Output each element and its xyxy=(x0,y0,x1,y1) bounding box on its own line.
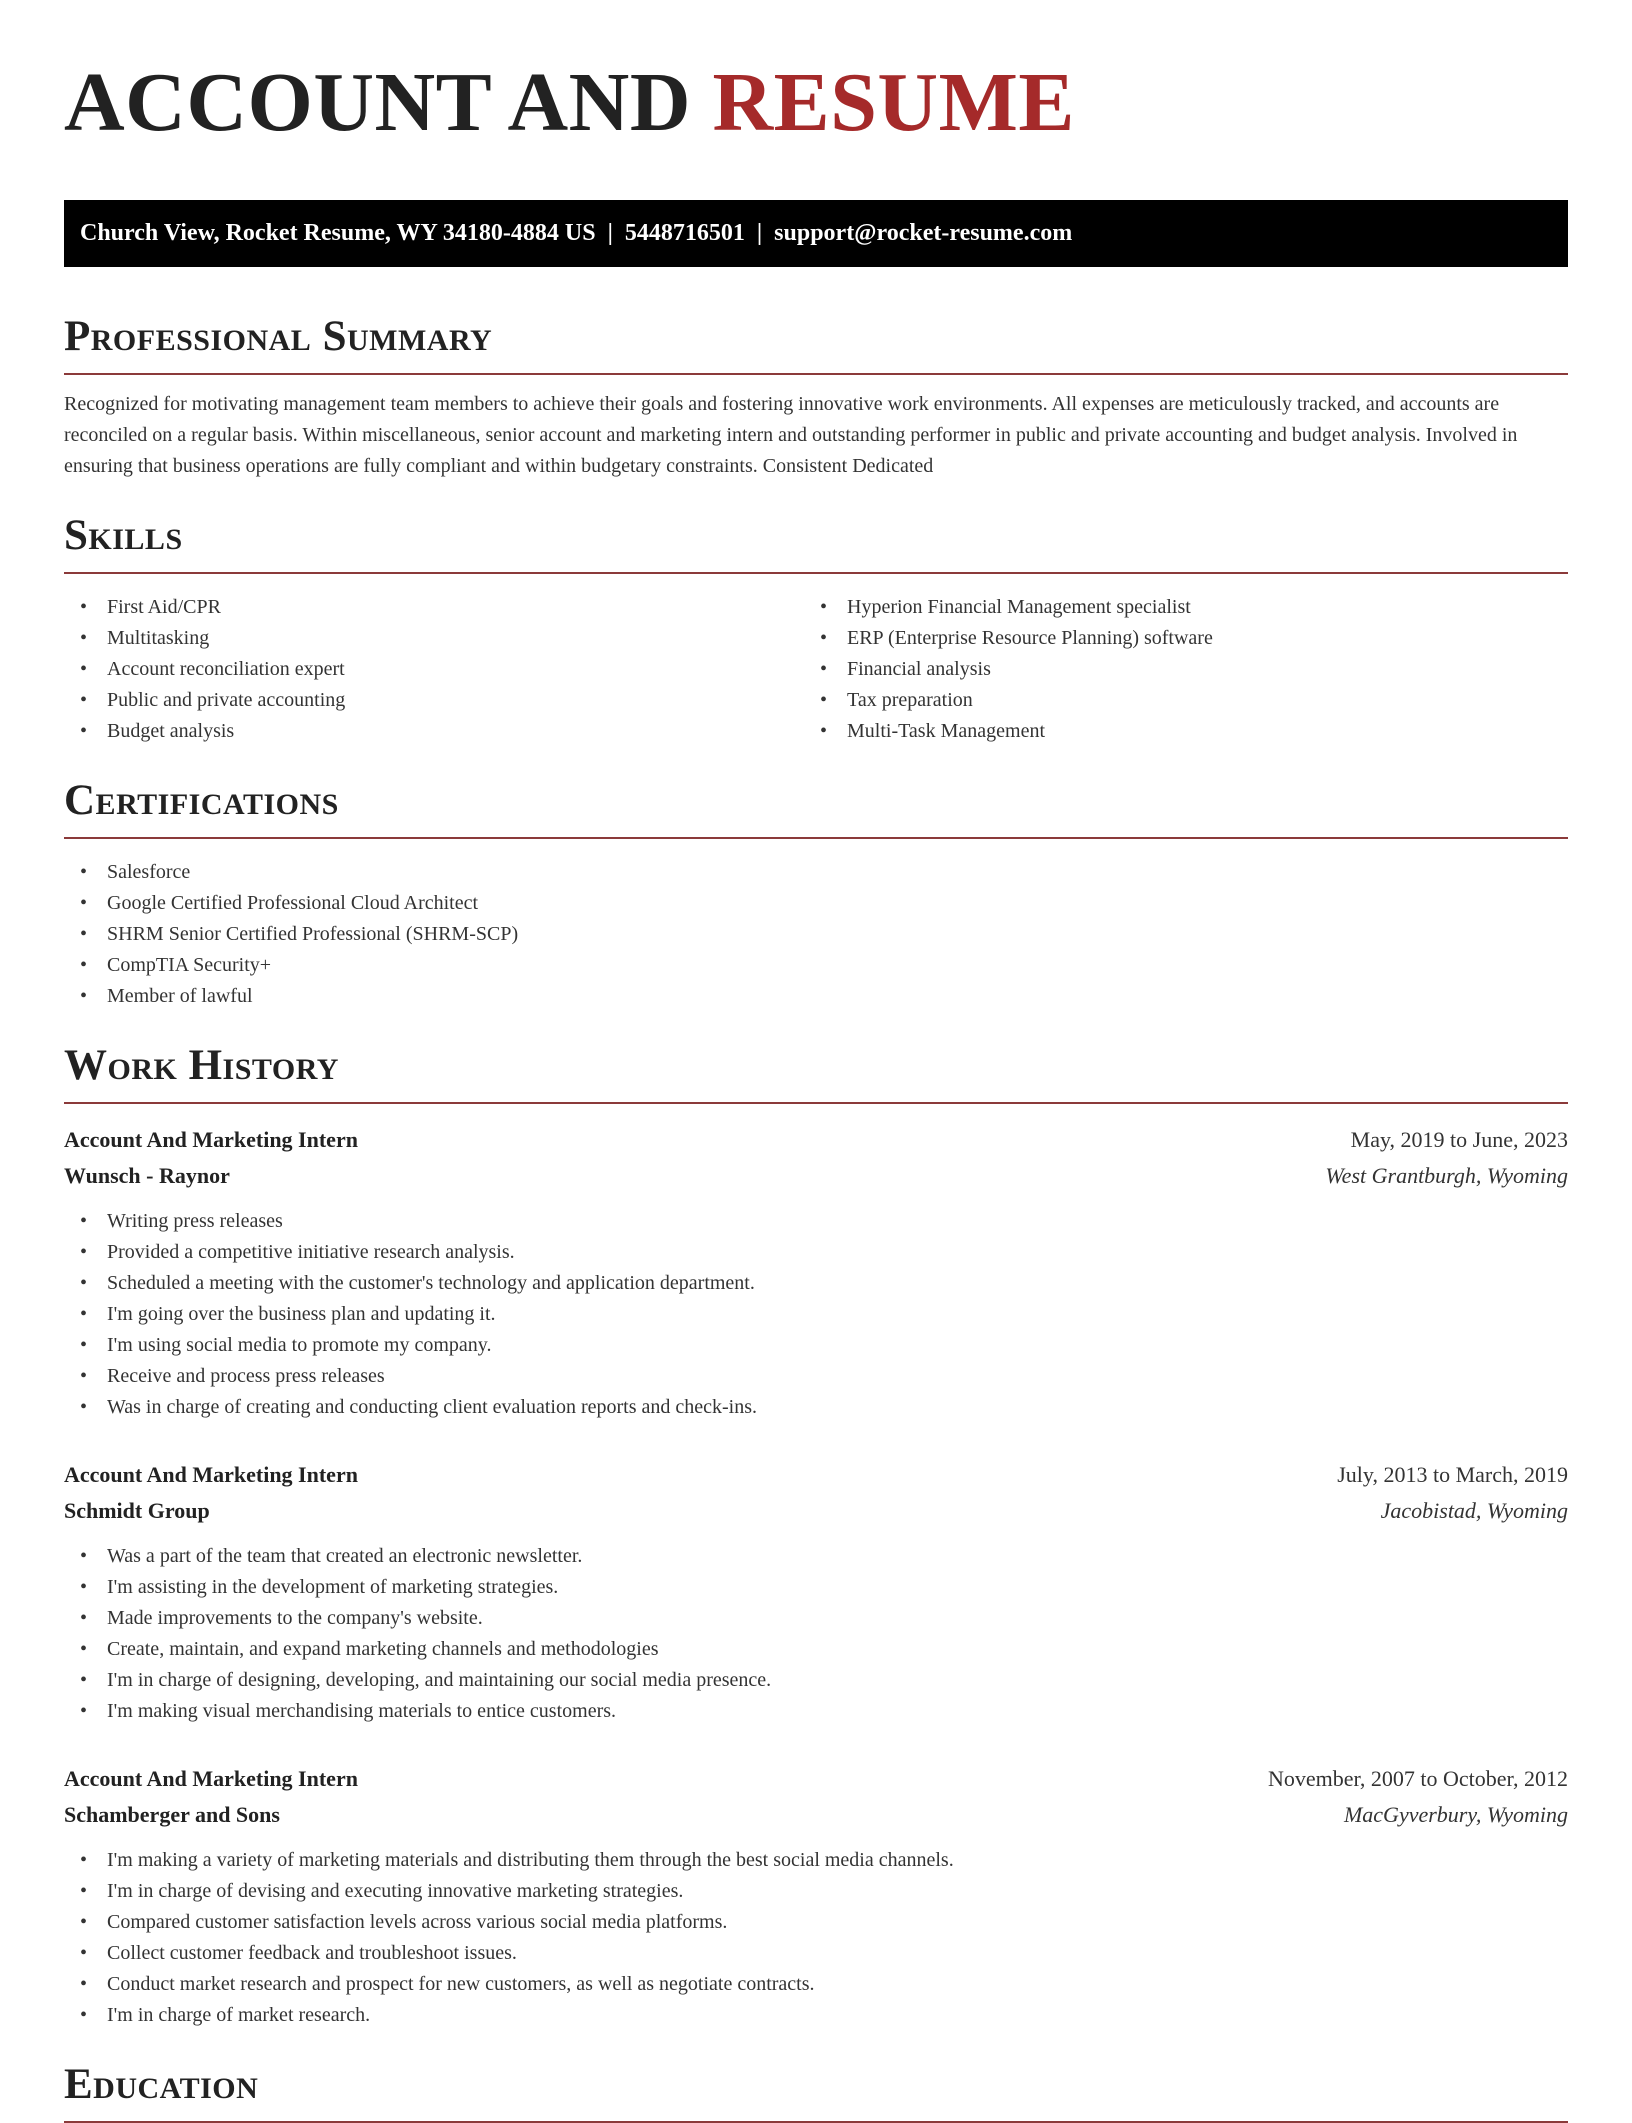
list-item: • I'm using social media to promote my company. xyxy=(64,1330,1568,1361)
list-item: • I'm making visual merchandising materials to entice customers. xyxy=(64,1696,1568,1727)
contact-email: support@rocket-resume.com xyxy=(774,220,1073,246)
list-item: • Receive and process press releases xyxy=(64,1361,1568,1392)
job-duties-list xyxy=(64,1541,1568,1727)
list-item: • Create, maintain, and expand marketing channels and methodologies xyxy=(64,1634,1568,1665)
section-title-skills: Skills xyxy=(64,512,183,559)
job-dates: July, 2013 to March, 2019 xyxy=(1337,1462,1568,1487)
contact-separator: | xyxy=(607,220,613,246)
job-entry xyxy=(64,1457,1568,1727)
list-item: • Provided a competitive initiative research analysis. xyxy=(64,1237,1568,1268)
summary-text: Recognized for motivating management team members to achieve their goals and fostering innovative work environments. All expenses are meticulously tracked, and accounts are reconciled on a regular basis. Within miscellaneous, senior account and marketing intern and outstanding performer in public and private accounting and budget analysis. Involved in ensuring that business operations are fully compliant and within budgetary constraints. Consistent Dedicated xyxy=(64,393,1518,477)
job-duties-list xyxy=(64,1845,1568,2031)
contact-bar xyxy=(64,200,1568,267)
job-location: West Grantburgh, Wyoming xyxy=(1325,1163,1568,1188)
list-item: • Member of lawful xyxy=(64,981,1568,1012)
job-company-row xyxy=(64,1493,1568,1529)
list-item: • Google Certified Professional Cloud Architect xyxy=(64,888,1568,919)
section-title-education: Education xyxy=(64,2061,259,2108)
skills-columns xyxy=(64,592,1568,747)
list-item: • I'm in charge of market research. xyxy=(64,2000,1568,2031)
list-item: • SHRM Senior Certified Professional (SHRM-SCP) xyxy=(64,919,1568,950)
job-company: Schmidt Group xyxy=(64,1498,210,1523)
certifications-list xyxy=(64,857,1568,1012)
job-company: Wunsch - Raynor xyxy=(64,1163,230,1188)
contact-phone: 5448716501 xyxy=(624,220,745,246)
list-item: • Multitasking xyxy=(64,623,804,654)
list-item: • I'm assisting in the development of marketing strategies. xyxy=(64,1572,1568,1603)
job-entry xyxy=(64,1761,1568,2031)
name-last: RESUME xyxy=(712,56,1075,149)
job-title: Account And Marketing Intern xyxy=(64,1462,358,1487)
list-item: • Account reconciliation expert xyxy=(64,654,804,685)
list-item: • ERP (Enterprise Resource Planning) software xyxy=(804,623,1544,654)
section-title-certifications: Certifications xyxy=(64,777,339,824)
list-item: • Public and private accounting xyxy=(64,685,804,716)
job-company-row xyxy=(64,1797,1568,1833)
list-item: • Compared customer satisfaction levels across various social media platforms. xyxy=(64,1907,1568,1938)
list-item: • Scheduled a meeting with the customer's technology and application department. xyxy=(64,1268,1568,1299)
job-title: Account And Marketing Intern xyxy=(64,1127,358,1152)
list-item: • CompTIA Security+ xyxy=(64,950,1568,981)
list-item: • Writing press releases xyxy=(64,1206,1568,1237)
list-item: • I'm in charge of designing, developing, and maintaining our social media presence. xyxy=(64,1665,1568,1696)
job-title: Account And Marketing Intern xyxy=(64,1766,358,1791)
list-item: • I'm making a variety of marketing materials and distributing them through the best social media channels. xyxy=(64,1845,1568,1876)
job-header-row xyxy=(64,1761,1568,1797)
list-item: • Salesforce xyxy=(64,857,1568,888)
list-item: • Made improvements to the company's website. xyxy=(64,1603,1568,1634)
job-dates: May, 2019 to June, 2023 xyxy=(1350,1127,1568,1152)
job-entry xyxy=(64,1122,1568,1423)
skills-list-left xyxy=(64,592,804,747)
section-divider xyxy=(64,373,1568,375)
job-duties-list xyxy=(64,1206,1568,1423)
job-company-row xyxy=(64,1158,1568,1194)
contact-address: Church View, Rocket Resume, WY 34180-4884 US xyxy=(80,220,596,246)
section-divider xyxy=(64,837,1568,839)
list-item: • I'm going over the business plan and updating it. xyxy=(64,1299,1568,1330)
job-location: Jacobistad, Wyoming xyxy=(1380,1498,1568,1523)
contact-separator: | xyxy=(756,220,763,246)
section-divider xyxy=(64,572,1568,574)
skills-list-right xyxy=(804,592,1544,747)
section-divider xyxy=(64,1102,1568,1104)
list-item: • Collect customer feedback and troubleshoot issues. xyxy=(64,1938,1568,1969)
list-item: • First Aid/CPR xyxy=(64,592,804,623)
job-location: MacGyverbury, Wyoming xyxy=(1343,1802,1568,1827)
list-item: • Hyperion Financial Management specialist xyxy=(804,592,1544,623)
resume-name xyxy=(64,0,1568,176)
list-item: • Was in charge of creating and conducting client evaluation reports and check-ins. xyxy=(64,1392,1568,1423)
job-company: Schamberger and Sons xyxy=(64,1802,280,1827)
list-item: • I'm in charge of devising and executing innovative marketing strategies. xyxy=(64,1876,1568,1907)
list-item: • Financial analysis xyxy=(804,654,1544,685)
section-title-summary: Professional Summary xyxy=(64,313,493,360)
job-header-row xyxy=(64,1457,1568,1493)
list-item: • Budget analysis xyxy=(64,716,804,747)
section-title-work-history: Work History xyxy=(64,1042,339,1089)
job-dates: November, 2007 to October, 2012 xyxy=(1267,1766,1568,1791)
list-item: • Tax preparation xyxy=(804,685,1544,716)
list-item: • Multi-Task Management xyxy=(804,716,1544,747)
list-item: • Conduct market research and prospect for new customers, as well as negotiate contracts. xyxy=(64,1969,1568,2000)
job-header-row xyxy=(64,1122,1568,1158)
list-item: • Was a part of the team that created an electronic newsletter. xyxy=(64,1541,1568,1572)
name-first: ACCOUNT AND xyxy=(64,56,692,149)
